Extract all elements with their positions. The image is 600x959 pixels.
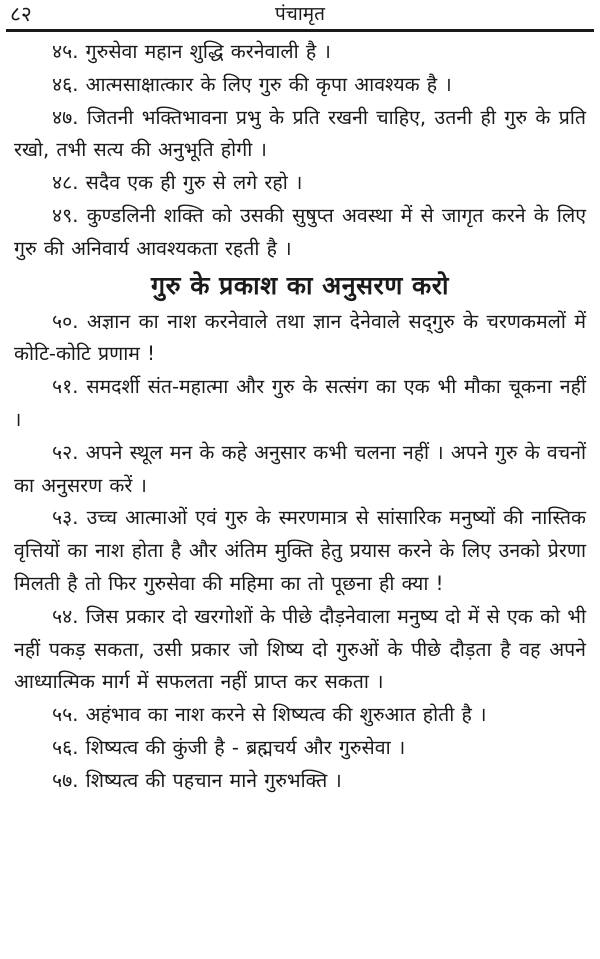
header-rule: [6, 29, 594, 32]
running-title: पंचामृत: [275, 3, 325, 25]
paragraph-54: ५४. जिस प्रकार दो खरगोशों के पीछे दौड़नेवाला मनुष्य दो में से एक को भी नहीं पकड़ सकता, उसी प्रकार जो शिष्य दो गुरुओं के पीछे दौड़ता है वह अपने आध्यात्मिक मार्ग में सफलता नहीं प्राप्त कर सकता ।: [14, 604, 586, 694]
paragraph-46: ४६. आत्मसाक्षात्कार के लिए गुरु की कृपा आवश्यक है ।: [52, 72, 452, 96]
paragraph-49: ४९. कुण्डलिनी शक्ति को उसकी सुषुप्त अवस्था में से जागृत करने के लिए गुरु की अनिवार्य आवश्यकता रहती है ।: [14, 203, 586, 260]
paragraph-51: ५१. समदर्शी संत-महात्मा और गुरु के सत्संग का एक भी मौका चूकना नहीं ।: [14, 375, 586, 431]
page-number: ८२: [10, 2, 32, 26]
paragraph-55: ५५. अहंभाव का नाश करने से शिष्यत्व की शुरुआत होती है ।: [52, 703, 487, 727]
paragraph-45: ४५. गुरुसेवा महान शुद्धि करनेवाली है ।: [52, 40, 331, 63]
paragraph-53: ५३. उच्च आत्माओं एवं गुरु के स्मरणमात्र से सांसारिक मनुष्यों की नास्तिक वृत्तियों का नाश होता है और अंतिम मुक्ति हेतु प्रयास करने के लिए उनको प्रेरणा मिलती है तो फिर गुरुसेवा की महिमा का तो पूछना ही क्या !: [14, 506, 586, 595]
page-header: [6, 0, 594, 28]
section-heading: गुरु के प्रकाश का अनुसरण करो: [151, 270, 449, 300]
paragraph-47: ४७. जितनी भक्तिभावना प्रभु के प्रति रखनी चाहिए, उतनी ही गुरु के प्रति रखो, तभी सत्य की अनुभूति होगी ।: [14, 105, 586, 162]
paragraph-50: ५०. अज्ञान का नाश करनेवाले तथा ज्ञान देनेवाले सद्‌गुरु के चरणकमलों में कोटि-कोटि प्रणाम !: [14, 309, 586, 366]
paragraph-48: ४८. सदैव एक ही गुरु से लगे रहो ।: [52, 171, 303, 195]
page-body: [14, 36, 586, 798]
paragraph-57: ५७. शिष्यत्व की पहचान माने गुरुभक्ति ।: [52, 768, 342, 792]
paragraph-52: ५२. अपने स्थूल मन के कहे अनुसार कभी चलना नहीं । अपने गुरु के वचनों का अनुसरण करें ।: [14, 440, 586, 497]
paragraph-56: ५६. शिष्यत्व की कुंजी है - ब्रह्मचर्य और गुरुसेवा ।: [52, 735, 406, 759]
